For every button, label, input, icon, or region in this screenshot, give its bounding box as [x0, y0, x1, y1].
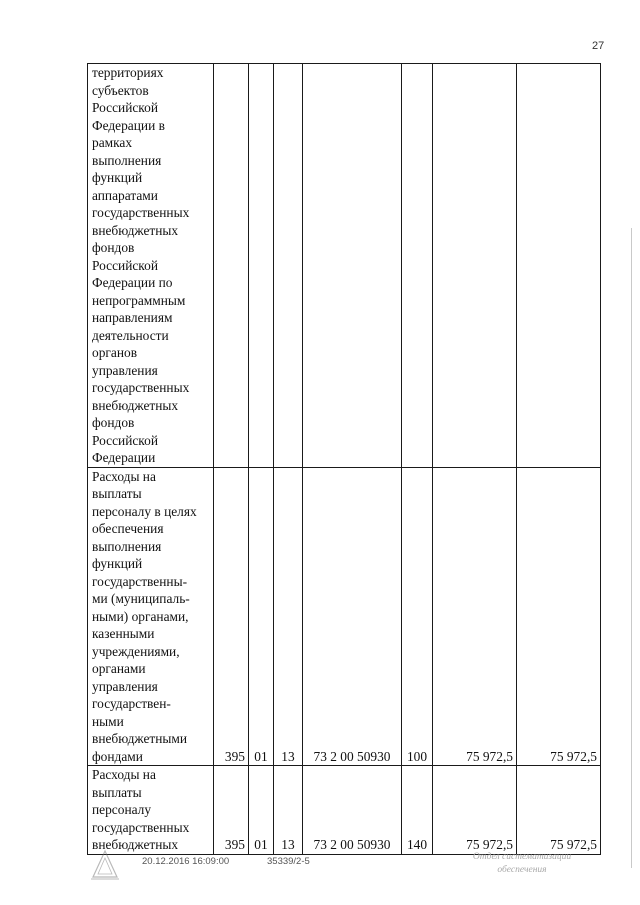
- expense-type-cell: [402, 64, 433, 468]
- row-name-line: направлениям: [92, 310, 173, 325]
- row-name-line: ми (муниципаль-: [92, 591, 190, 606]
- row-name-line: выполнения: [92, 152, 162, 168]
- row-name-line: субъектов: [92, 82, 149, 98]
- section-code-cell: 01: [249, 766, 274, 855]
- table-row: [88, 766, 601, 855]
- amount-cell: 75 972,5: [517, 766, 601, 855]
- section-code-cell: 01: [249, 467, 274, 766]
- row-name-line: государственны-: [92, 573, 188, 589]
- row-name-line: рамках: [92, 135, 133, 150]
- row-name-line: функций: [92, 556, 143, 571]
- footer-stamp-line: обеспечения: [497, 865, 547, 875]
- footer-stamp-line: Отдел систематизации: [472, 852, 572, 862]
- row-name-line: органов: [92, 345, 138, 360]
- scan-edge-line: [631, 228, 632, 868]
- row-name-line: управления: [92, 678, 158, 694]
- row-name-line: персоналу: [92, 802, 152, 817]
- row-name-line: Федерации: [92, 450, 156, 465]
- table-row: [88, 64, 601, 468]
- row-name-line: фондов: [92, 415, 135, 430]
- budget-table: [87, 63, 601, 855]
- row-name-line: внебюджетных: [92, 397, 179, 413]
- row-name-line: фондами: [92, 748, 143, 764]
- row-name-line: выплаты: [92, 784, 142, 800]
- row-name-line: аппаратами: [92, 187, 158, 203]
- row-name-line: персоналу в целях: [92, 503, 197, 519]
- section-code-cell: [249, 64, 274, 468]
- table-row: [88, 467, 601, 766]
- row-name-line: территориях: [92, 65, 164, 80]
- amount-cell: 75 972,5: [433, 467, 517, 766]
- row-name-line: Расходы на: [92, 767, 156, 782]
- row-name-line: Российской: [92, 257, 158, 273]
- subsection-code-cell: [274, 64, 303, 468]
- row-name-line: непрограммным: [92, 292, 186, 308]
- row-name-line: выполнения: [92, 538, 162, 554]
- amount-cell: 75 972,5: [517, 467, 601, 766]
- ministry-code-cell: 395: [214, 766, 249, 855]
- row-name-line: органами: [92, 661, 146, 676]
- row-name-line: ными: [92, 713, 124, 729]
- expense-type-cell: 140: [402, 766, 433, 855]
- row-name-line: выплаты: [92, 486, 142, 501]
- ministry-code-cell: [214, 64, 249, 468]
- row-name-line: фондов: [92, 240, 135, 255]
- row-name-line: Расходы на: [92, 468, 156, 484]
- row-name-line: учреждениями,: [92, 643, 180, 659]
- row-name-line: казенными: [92, 626, 155, 641]
- row-name-line: функций: [92, 170, 143, 185]
- amount-cell: [517, 64, 601, 468]
- row-name-line: государственных: [92, 380, 190, 395]
- row-name-line: государственных: [92, 819, 190, 835]
- amount-cell: 75 972,5: [433, 766, 517, 855]
- row-name-line: Федерации в: [92, 117, 165, 133]
- emblem-logo: [88, 849, 122, 881]
- footer-document-code: 35339/2-5: [267, 856, 310, 867]
- row-name-line: управления: [92, 362, 158, 378]
- row-name-line: ными) органами,: [92, 608, 189, 624]
- subsection-code-cell: 13: [274, 766, 303, 855]
- page-number: 27: [592, 40, 605, 52]
- row-name-line: внебюджетными: [92, 731, 188, 746]
- row-name-line: Российской: [92, 100, 158, 115]
- row-name-line: Федерации по: [92, 275, 173, 290]
- row-name-line: внебюджетных: [92, 837, 179, 852]
- subsection-code-cell: 13: [274, 467, 303, 766]
- row-name-cell: [88, 766, 214, 855]
- row-name-line: государственных: [92, 205, 190, 220]
- row-name-cell: [88, 64, 214, 468]
- row-name-cell: [88, 467, 214, 766]
- footer-datetime: 20.12.2016 16:09:00: [142, 856, 230, 867]
- target-article-cell: 73 2 00 50930: [303, 467, 402, 766]
- row-name-line: внебюджетных: [92, 222, 179, 238]
- target-article-cell: [303, 64, 402, 468]
- expense-type-cell: 100: [402, 467, 433, 766]
- target-article-cell: 73 2 00 50930: [303, 766, 402, 855]
- footer-stamp: [442, 851, 602, 877]
- row-name-line: Российской: [92, 432, 158, 448]
- row-name-line: государствен-: [92, 696, 171, 711]
- amount-cell: [433, 64, 517, 468]
- ministry-code-cell: 395: [214, 467, 249, 766]
- row-name-line: обеспечения: [92, 521, 164, 536]
- row-name-line: деятельности: [92, 327, 169, 343]
